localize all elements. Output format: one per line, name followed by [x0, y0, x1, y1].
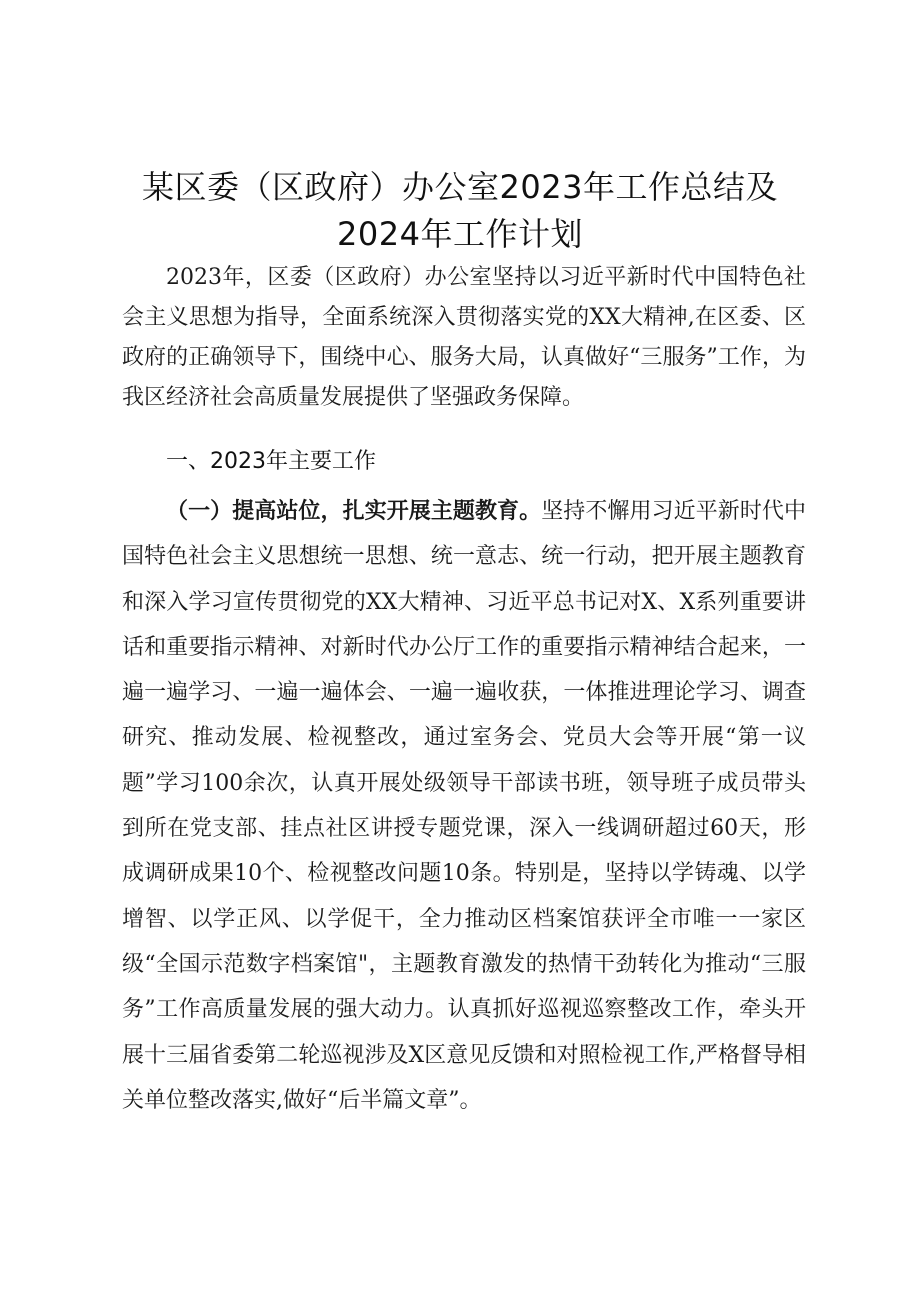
document-title-line1: 某区委（区政府）办公室2023年工作总结及: [142, 168, 778, 206]
body-paragraph: [122, 489, 806, 1123]
document-title-line2: 2024年工作计划: [337, 215, 583, 253]
intro-paragraph: 2023年，区委（区政府）办公室坚持以习近平新时代中国特色社会主义思想为指导，全面系统深入贯彻落实党的XX大精神,在区委、区政府的正确领导下，围绕中心、服务大局，认真做好“三服务”工作，为我区经济社会高质量发展提供了坚强政务保障。: [122, 265, 806, 410]
paragraph-lead: （一）提高站位，扎实开展主题教育。: [166, 498, 542, 524]
section-heading: 一、2023年主要工作: [166, 449, 376, 474]
paragraph-text: 坚持不懈用习近平新时代中国特色社会主义思想统一思想、统一意志、统一行动，把开展主题教育和深入学习宣传贯彻党的XX大精神、习近平总书记对X、X系列重要讲话和重要指示精神、对新时代办公厅工作的重要指示精神结合起来，一遍一遍学习、一遍一遍体会、一遍一遍收获，一体推进理论学习、调查研究、推动发展、检视整改，通过室务会、党员大会等开展“第一议题”学习100余次，认真开展处级领导干部读书班，领导班子成员带头到所在党支部、挂点社区讲授专题党课，深入一线调研超过60天，形成调研成果10个、检视整改问题10条。特别是，坚持以学铸魂、以学增智、以学正风、以学促干，全力推动区档案馆获评全市唯一一家区级“全国示范数字档案馆"，主题教育激发的热情干劲转化为推动“三服务”工作高质量发展的强大动力。认真抓好巡视巡察整改工作，牵头开展十三届省委第二轮巡视涉及X区意见反馈和对照检视工作,严格督导相关单位整改落实,做好“后半篇文章”。: [122, 499, 806, 1113]
